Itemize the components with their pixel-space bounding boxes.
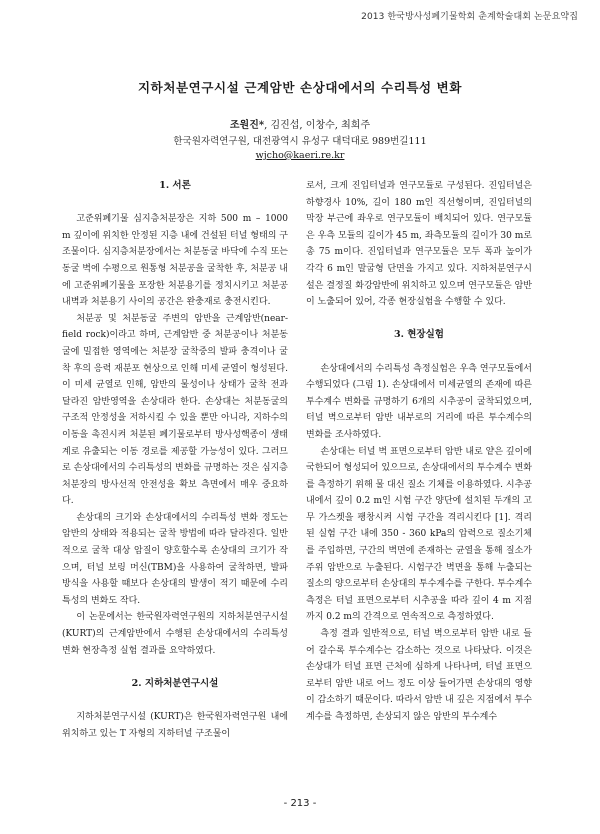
kurt-paragraph-continued: 로서, 크게 진입터널과 연구모듈로 구성된다. 진입터널은 하향경사 10%, 길이 180 m인 직선형이며, 진입터널의 막장 부근에 좌우로 연구모듈이 배치되어 있다. 연구모듈은 우측 모듈의 길이가 45 m, 좌측모듈의 길이가 30 m로 총 75 m이다. 진입터널과 연구모듈은 모두 폭과 높이가 각각 6 m인 말굽형 단면을 가지고 있다. 지하처분연구시설은 결정질 화강암반에 위치하고 있으며 연구모듈은 암반이 노출되어 있어, 각종 현장실험을 수행할 수 있다. [306,181,532,308]
kurt-paragraph-start: 지하처분연구시설 (KURT)은 한국원자력연구원 내에 위치하고 있는 T 자형의 지하터널 구조물이 [62,712,288,739]
intro-paragraph-4: 이 논문에서는 한국원자력연구원의 지하처분연구시설 (KURT)의 근계암반에서 수행된 손상대에서의 수리특성 변화 현장측정 실험 결과를 요약하였다. [62,612,288,656]
section-heading-intro: 1. 서론 [159,180,191,191]
intro-paragraph-2: 처분공 및 처분동굴 주변의 암반을 근계암반(near-field rock)이라고 하며, 근계암반 중 처분공이나 처분동굴에 밀접한 영역에는 처분장 굴착중의 발파 충격이나 굴착 후의 응력 재분포 현상으로 인해 미세 균열이 형성된다. 이 미세 균열로 인해, 암반의 물성이나 상태가 굴착 전과 달라진 암반영역을 손상대라 한다. 손상대는 처분동굴의 구조적 안정성을 저하시킬 수 있을 뿐만 아니라, 지하수의 이동을 촉진시켜 처분된 폐기물로부터 방사성핵종이 생태계로 유출되는 이동 경로를 제공할 가능성이 있다. 그러므로 손상대에서의 수리특성의 변화를 규명하는 것은 심지층 처분장의 방사선적 안전성을 확보 측면에서 매우 중요하다. [62,313,288,507]
intro-paragraph-1: 고준위폐기물 심지층처분장은 지하 500 m – 1000 m 깊이에 위치한 안정된 지층 내에 건설된 터널 형태의 구조물이다. 심지층처분장에서는 처분동굴 바닥에 수직 또는 동굴 벽에 수평으로 원통형 처분공을 굴착한 후, 처분공 내에 고준위폐기물을 포장한 처분용기를 정치시키고 처분공 내벽과 처분용기 사이의 공간은 완충재로 충전시킨다. [62,214,288,308]
section-heading-kurt: 2. 지하처분연구시설 [131,677,219,689]
page-number: - 213 - [283,798,317,809]
co-authors: , 김진섭, 이창수, 최희주 [264,120,371,131]
intro-paragraph-3: 손상대의 크기와 손상대에서의 수리특성 변화 정도는 암반의 상태와 적용되는 굴착 방법에 따라 달라진다. 일반적으로 굴착 대상 암질이 양호할수록 손상대의 크기가 작으며, 터널 보링 머신(TBM)을 사용하여 굴착하면, 발파 방식을 사용할 때보다 손상대의 발생이 적기 때문에 수리특성의 변화도 작다. [62,512,288,606]
email-line [0,150,600,161]
left-column [62,178,288,742]
paper-title: 지하처분연구시설 근계암반 손상대에서의 수리특성 변화 [137,80,462,95]
experiment-paragraph-3: 측정 결과 일반적으로, 터널 벽으로부터 암반 내로 들어 갈수록 투수계수는 감소하는 것으로 나타났다. 이것은 손상대가 터널 표면 근처에 심하게 나타나며, 터널 표면으로부터 암반 내로 어느 정도 이상 들어가면 손상대의 영향이 감소하기 때문이다. 따라서 암반 내 깊은 지점에서 투수계수를 측정하면, 손상되지 않은 암반의 투수계수 [306,629,532,722]
right-column [306,178,532,726]
lead-author: 조원진* [229,120,265,131]
email-link[interactable]: wjcho@kaeri.re.kr [255,150,345,161]
section-heading-experiment: 3. 현장실험 [394,329,444,341]
author-line [0,116,600,131]
running-header: 2013 한국방사성폐기물학회 춘계학술대회 논문요약집 [361,12,578,22]
experiment-paragraph-2: 손상대는 터널 벽 표면으로부터 암반 내로 얕은 깊이에 국한되어 형성되어 있으므로, 손상대에서의 투수계수 변화를 측정하기 위해 물 대신 질소 기체를 이용하였다. 시추공 내에서 깊이 0.2 m인 시험 구간 양단에 설치된 두개의 고무 가스켓을 팽창시켜 시험 구간을 격리시킨다 [1]. 격리된 실험 구간 내에 350 - 360 kPa의 압력으로 질소기체를 주입하면, 구간의 벽면에 존재하는 균열을 통해 질소가 주위 암반으로 누출된다. 시험구간 벽면을 통해 누출되는 질소의 양으로부터 손상대의 투수계수를 구한다. 투수계수 측정은 터널 표면으로부터 시추공을 따라 깊이 4 m 지점까지 0.2 m의 간격으로 연속적으로 측정하였다. [306,446,532,623]
affiliation: 한국원자력연구원, 대전광역시 유성구 대덕대로 989번길111 [173,136,427,147]
experiment-paragraph-1: 손상대에서의 수리특성 측정실험은 우측 연구모듈에서 수행되었다 (그림 1). 손상대에서 미세균열의 존재에 따른 투수계수 변화를 규명하기 6개의 시추공이 굴착되었으며, 터널 벽으로부터 암반 내부로의 거리에 따른 투수계수의 변화를 조사하였다. [306,363,532,440]
